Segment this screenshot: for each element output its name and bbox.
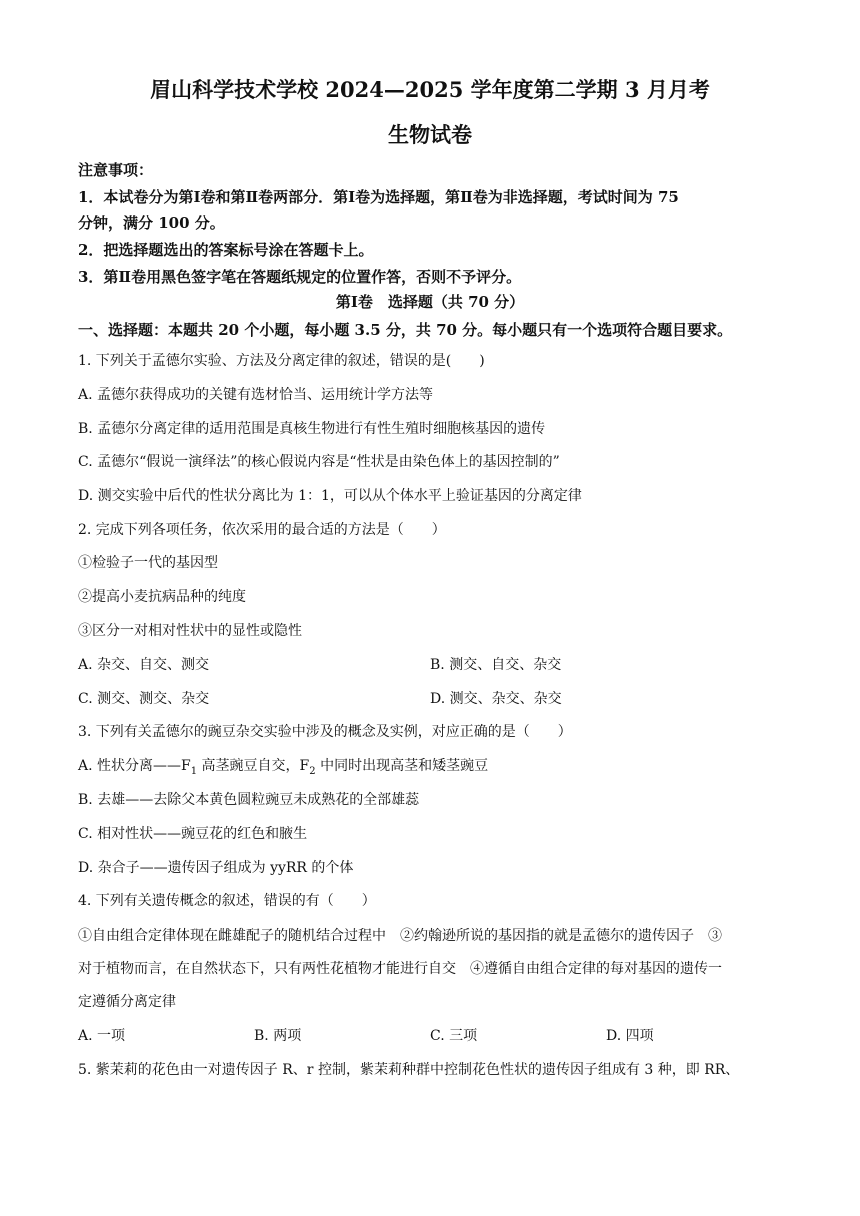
question-1-stem: 1. 下列关于孟德尔实验、方法及分离定律的叙述，错误的是( ) (78, 353, 485, 369)
question-1-option-b: B. 孟德尔分离定律的适用范围是真核生物进行有性生殖时细胞核基因的遗传 (78, 421, 546, 437)
question-5-stem: 5. 紫茉莉的花色由一对遗传因子 R、r 控制，紫茉莉种群中控制花色性状的遗传因子组成有 3 种，即 RR、 (78, 1062, 740, 1078)
question-2-option-a: A. 杂交、自交、测交 (78, 657, 210, 673)
question-4-body-line-3: 定遵循分离定律 (78, 994, 176, 1010)
question-2-option-c: C. 测交、测交、杂交 (78, 691, 210, 707)
question-3-option-b: B. 去雄——去除父本黄色圆粒豌豆未成熟花的全部雄蕊 (78, 792, 420, 808)
question-2-option-d: D. 测交、杂交、杂交 (430, 691, 562, 707)
question-3-option-a-part-3: 中同时出现高茎和矮茎豌豆 (315, 758, 489, 774)
question-4-option-d: D. 四项 (606, 1028, 654, 1044)
section-title: 第Ⅰ卷 选择题（共 70 分） (335, 293, 525, 311)
question-1-option-c: C. 孟德尔“假说一演绎法”的核心假说内容是“性状是由染色体上的基因控制的” (78, 454, 560, 470)
notes-item-3: 3．第Ⅱ卷用黑色签字笔在答题纸规定的位置作答，否则不予评分。 (78, 268, 522, 286)
exam-title: 眉山科学技术学校 2024—2025 学年度第二学期 3 月月考 (150, 77, 710, 102)
question-3-option-a (78, 756, 488, 782)
notes-heading: 注意事项： (78, 161, 154, 179)
question-4-option-b: B. 两项 (254, 1028, 302, 1044)
question-2-item-2: ②提高小麦抗病品种的纯度 (78, 589, 246, 605)
notes-item-2: 2．把选择题选出的答案标号涂在答题卡上。 (78, 241, 374, 259)
question-1-option-a: A. 孟德尔获得成功的关键有选材恰当、运用统计学方法等 (78, 387, 434, 403)
question-2-item-1: ①检验子一代的基因型 (78, 555, 218, 571)
notes-item-1-line-1: 1．本试卷分为第Ⅰ卷和第Ⅱ卷两部分．第Ⅰ卷为选择题，第Ⅱ卷为非选择题，考试时间为 75 (78, 188, 679, 206)
exam-subtitle: 生物试卷 (388, 122, 472, 147)
question-1-option-d: D. 测交实验中后代的性状分离比为 1：1，可以从个体水平上验证基因的分离定律 (78, 488, 582, 504)
question-3-option-d: D. 杂合子——遗传因子组成为 yyRR 的个体 (78, 860, 354, 876)
question-4-body-line-2: 对于植物而言，在自然状态下，只有两性花植物才能进行自交 ④遵循自由组合定律的每对基因的遗传一 (78, 961, 722, 977)
question-3-stem: 3. 下列有关孟德尔的豌豆杂交实验中涉及的概念及实例，对应正确的是（ ） (78, 724, 572, 740)
question-2-item-3: ③区分一对相对性状中的显性或隐性 (78, 623, 302, 639)
question-2-option-b: B. 测交、自交、杂交 (430, 657, 562, 673)
subscript-1: 1 (190, 765, 198, 777)
question-3-option-a-part-1: A. 性状分离——F (78, 758, 191, 774)
question-4-option-a: A. 一项 (78, 1028, 126, 1044)
subscript-2: 2 (309, 765, 316, 777)
question-3-option-c: C. 相对性状——豌豆花的红色和腋生 (78, 826, 308, 842)
question-2-stem: 2. 完成下列各项任务，依次采用的最合适的方法是（ ） (78, 522, 446, 538)
notes-item-1-line-2: 分钟，满分 100 分。 (78, 214, 225, 232)
section-instruction: 一、选择题：本题共 20 个小题，每小题 3.5 分，共 70 分。每小题只有一个选项符合题目要求。 (78, 321, 733, 339)
question-4-option-c: C. 三项 (430, 1028, 478, 1044)
question-4-body-line-1: ①自由组合定律体现在雌雄配子的随机结合过程中 ②约翰逊所说的基因指的就是孟德尔的遗传因子 ③ (78, 928, 722, 944)
question-3-option-a-part-2: 高茎豌豆自交，F (197, 758, 310, 774)
question-4-stem: 4. 下列有关遗传概念的叙述，错误的有（ ） (78, 893, 376, 909)
